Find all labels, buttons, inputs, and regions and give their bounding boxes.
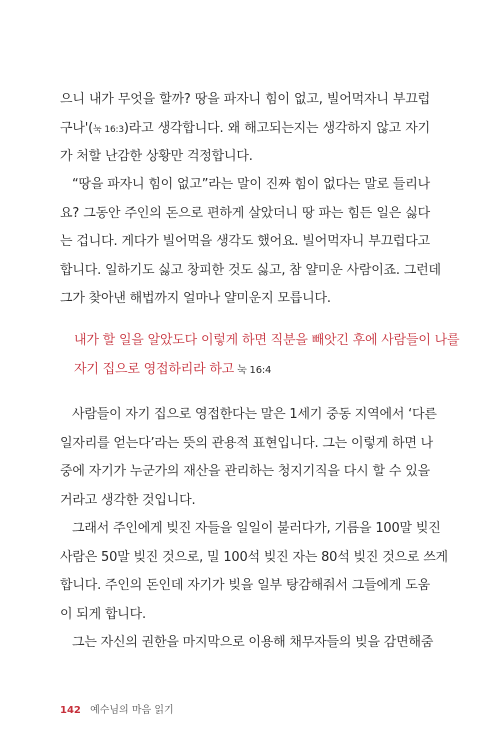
text-line: 거라고 생각한 것입니다. bbox=[60, 492, 196, 508]
paragraph-3 bbox=[60, 401, 437, 515]
text-line: 사람은 50말 빚진 것으로, 밀 100석 빚진 자는 80석 빚진 것으로 쓰게 bbox=[60, 549, 448, 565]
text-line: 그래서 주인에게 빚진 자들을 일일이 불러다가, 기름을 100말 빚진 bbox=[72, 521, 441, 536]
text-line: 사람들이 자기 집으로 영접한다는 말은 1세기 중동 지역에서 ‘다른 bbox=[72, 407, 437, 422]
text-line bbox=[60, 115, 430, 144]
scripture-quote bbox=[74, 327, 460, 384]
text-line: “땅을 파자니 힘이 없고”라는 말이 진짜 힘이 없다는 말로 들리나 bbox=[72, 177, 430, 192]
paragraph-4 bbox=[60, 515, 448, 629]
text-line: 그는 자신의 권한을 마지막으로 이용해 채무자들의 빚을 감면해줌 bbox=[72, 635, 434, 650]
text-line: 중에 자기가 누군가의 재산을 관리하는 청지기직을 다시 할 수 있을 bbox=[60, 464, 430, 480]
scripture-reference: 눅 16:4 bbox=[237, 364, 272, 376]
page-number: 142 bbox=[60, 705, 81, 716]
text-line: 그가 찾아낸 해법까지 얼마나 얄미운지 모릅니다. bbox=[60, 291, 331, 307]
scripture-reference: 눅 16:3 bbox=[92, 124, 124, 135]
text-segment: 구나'( bbox=[60, 120, 93, 136]
text-segment: )라고 생각합니다. 왜 해고되는지는 생각하지 않고 자기 bbox=[123, 120, 430, 136]
paragraph-5 bbox=[60, 629, 434, 658]
text-line: 는 겁니다. 게다가 빌어먹을 생각도 했어요. 빌어먹자니 부끄럽다고 bbox=[60, 234, 430, 250]
text-line: 요? 그동안 주인의 돈으로 편하게 살았더니 땅 파는 힘든 일은 싫다 bbox=[60, 205, 430, 221]
page-footer bbox=[60, 701, 174, 716]
quote-line bbox=[74, 356, 430, 385]
text-line: 가 처할 난감한 상황만 걱정합니다. bbox=[60, 149, 253, 165]
text-line: 으니 내가 무엇을 할까? 땅을 파자니 힘이 없고, 빌어먹자니 부끄럽 bbox=[60, 92, 430, 107]
running-title: 예수님의 마음 읽기 bbox=[90, 705, 174, 716]
text-line: 합니다. 주인의 돈인데 자기가 빚을 일부 탕감해줘서 그들에게 도움 bbox=[60, 578, 430, 594]
text-line: 이 되게 합니다. bbox=[60, 606, 146, 622]
text-line: 합니다. 일하기도 싫고 창피한 것도 싫고, 참 얄미운 사람이죠. 그런데 bbox=[60, 262, 441, 278]
paragraph-1 bbox=[60, 86, 430, 172]
text-line: 일자리를 얻는다’라는 뜻의 관용적 표현입니다. 그는 이렇게 하면 나 bbox=[60, 435, 433, 451]
quote-text: 자기 집으로 영접하리라 하고 bbox=[74, 361, 235, 377]
paragraph-2 bbox=[60, 171, 441, 314]
quote-line: 내가 할 일을 알았도다 이렇게 하면 직분을 빼앗긴 후에 사람들이 나를 bbox=[74, 333, 460, 348]
